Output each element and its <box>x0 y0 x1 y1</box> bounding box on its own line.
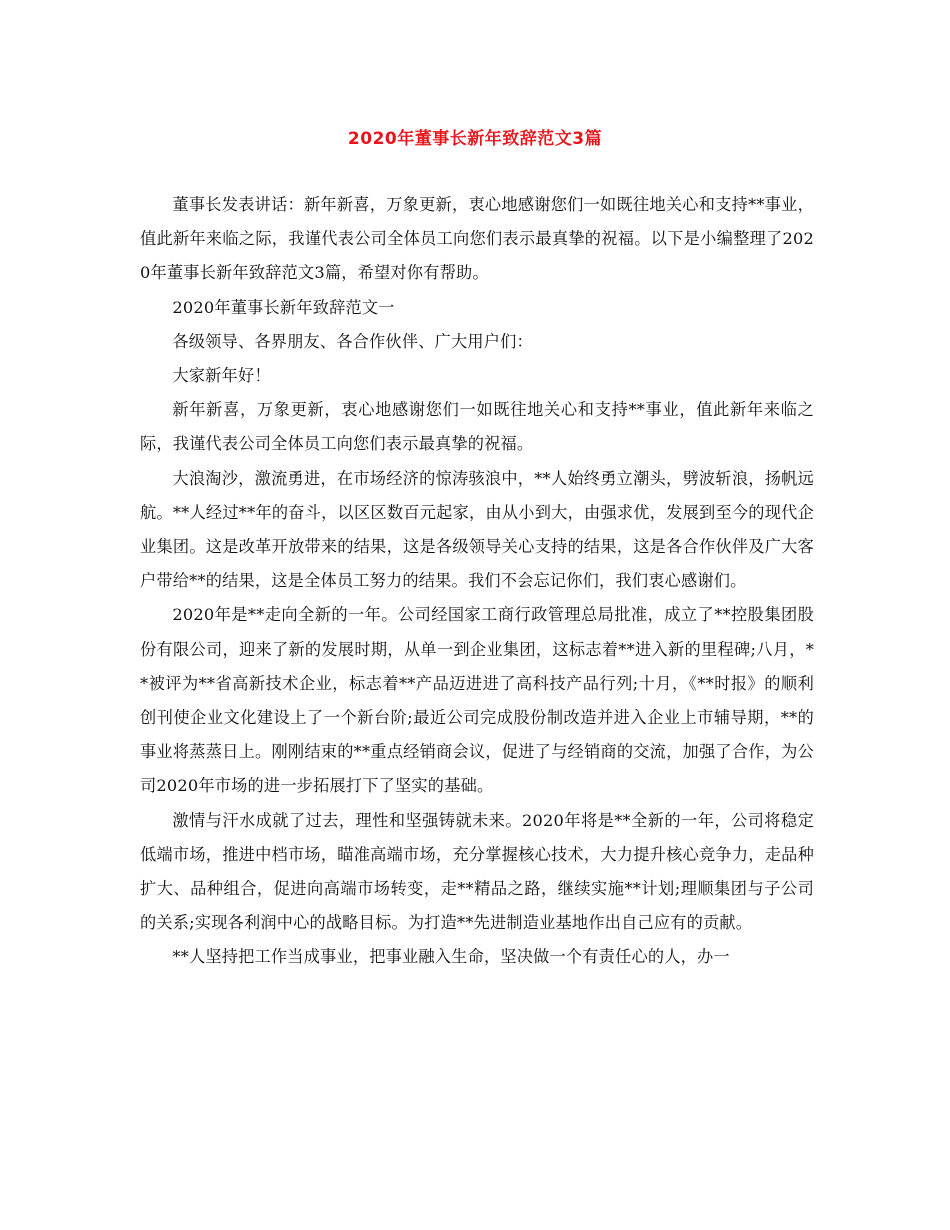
paragraph-history: 大浪淘沙，激流勇进，在市场经济的惊涛骇浪中，**人始终勇立潮头，劈波斩浪，扬帆远航。**人经过**年的奋斗，以区区数百元起家，由从小到大，由强求优，发展到至今的现代企业集团。这是改革开放带来的结果，这是各级领导关心支持的结果，这是各合作伙伴及广大客户带给**的结果，这是全体员工努力的结果。我们不会忘记你们，我们衷心感谢们。 <box>140 468 814 591</box>
greeting: 大家新年好！ <box>172 366 271 386</box>
document-title: 2020年董事长新年致辞范文3篇 <box>347 129 603 149</box>
document-body <box>140 188 814 975</box>
paragraph-intro: 董事长发表讲话：新年新喜，万象更新，衷心地感谢您们一如既往地关心和支持**事业，值此新年来临之际，我谨代表公司全体员工向您们表示最真挚的祝福。以下是小编整理了2020年董事长新年致辞范文3篇，希望对你有帮助。 <box>140 195 814 283</box>
paragraph-thanks: 新年新喜，万象更新，衷心地感谢您们一如既往地关心和支持**事业，值此新年来临之际，我谨代表公司全体员工向您们表示最真挚的祝福。 <box>140 400 814 454</box>
paragraph-2020-review: 2020年是**走向全新的一年。公司经国家工商行政管理总局批准，成立了**控股集团股份有限公司，迎来了新的发展时期，从单一到企业集团，这标志着**进入新的里程碑;八月，**被评为**省高新技术企业，标志着**产品迈进进了高科技产品行列;十月，《**时报》的顺利创刊使企业文化建设上了一个新台阶;最近公司完成股份制改造并进入企业上市辅导期，**的事业将蒸蒸日上。刚刚结束的**重点经销商会议，促进了与经销商的交流，加强了合作，为公司2020年市场的进一步拓展打下了坚实的基础。 <box>140 605 814 796</box>
section-heading: 2020年董事长新年致辞范文一 <box>172 297 395 317</box>
paragraph-commitment: **人坚持把工作当成事业，把事业融入生命，坚决做一个有责任心的人，办一 <box>172 947 730 967</box>
paragraph-2020-plan: 激情与汗水成就了过去，理性和坚强铸就未来。2020年将是**全新的一年，公司将稳定低端市场，推进中档市场，瞄准高端市场，充分掌握核心技术，大力提升核心竞争力，走品种扩大、品种组合，促进向高端市场转变，走**精品之路，继续实施**计划;理顺集团与子公司的关系;实现各利润中心的战略目标。为打造**先进制造业基地作出自己应有的贡献。 <box>140 810 814 933</box>
salutation: 各级领导、各界朋友、各合作伙伴、广大用户们： <box>172 331 533 351</box>
